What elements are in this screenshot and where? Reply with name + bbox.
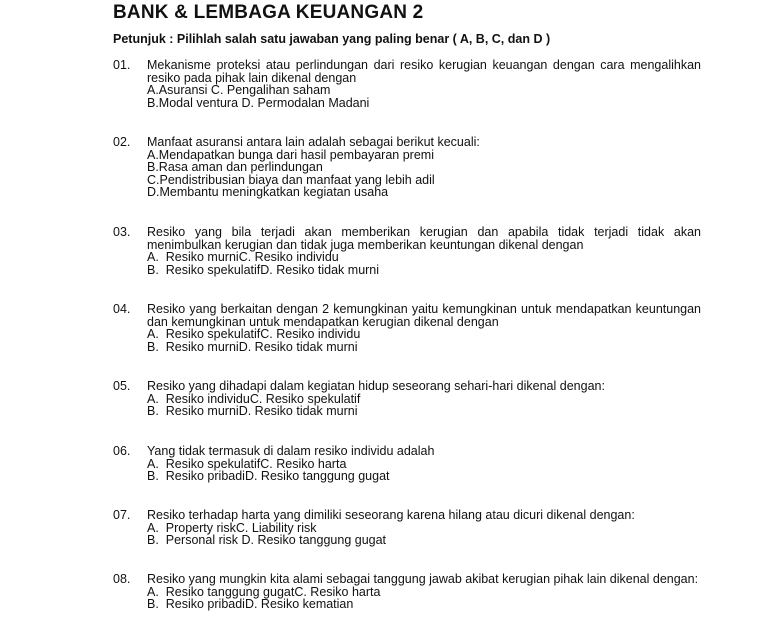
page-title: BANK & LEMBAGA KEUANGAN 2 <box>113 2 424 23</box>
question-06 <box>113 445 701 483</box>
option-line: A. Resiko tanggung gugatC. Resiko harta <box>147 584 381 599</box>
option-line: C.Pendistribusian biaya dan manfaat yang lebih adil <box>147 172 435 187</box>
instructions: Petunjuk : Pilihlah salah satu jawaban yang paling benar ( A, B, C, dan D ) <box>113 32 551 46</box>
question-stem: Yang tidak termasuk di dalam resiko individu adalah <box>147 444 435 458</box>
question-number: 05. <box>113 379 131 393</box>
question-07 <box>113 509 701 547</box>
option-line: A. Resiko individuC. Resiko spekulatif <box>147 391 361 406</box>
question-08 <box>113 573 701 611</box>
question-number: 08. <box>113 572 131 586</box>
question-04 <box>113 303 701 353</box>
question-stem: Resiko yang bila terjadi akan memberikan kerugian dan apabila tidak terjadi tidak akan menimbulkan kerugian dan tidak juga memberikan keuntungan dikenal dengan <box>147 225 701 252</box>
option-line: B. Personal risk D. Resiko tanggung gugat <box>147 533 387 548</box>
question-03 <box>113 226 701 276</box>
option-line: A.Asuransi C. Pengalihan saham <box>147 83 331 98</box>
question-stem: Manfaat asuransi antara lain adalah sebagai berikut kecuali: <box>147 135 480 149</box>
question-stem: Mekanisme proteksi atau perlindungan dari resiko kerugian keuangan dengan cara mengalihkan resiko pada pihak lain dikenal dengan <box>147 58 701 85</box>
option-line: A. Property riskC. Liability risk <box>147 520 317 535</box>
option-line: B. Resiko murniD. Resiko tidak murni <box>147 339 358 354</box>
option-line: B. Resiko murniD. Resiko tidak murni <box>147 404 358 419</box>
option-line: B.Modal ventura D. Permodalan Madani <box>147 95 370 110</box>
option-line: A. Resiko spekulatifC. Resiko harta <box>147 456 347 471</box>
option-line: B.Rasa aman dan perlindungan <box>147 160 323 175</box>
question-05 <box>113 380 701 418</box>
question-stem: Resiko yang mungkin kita alami sebagai tanggung jawab akibat kerugian pihak lain dikenal dengan: <box>147 572 699 586</box>
question-number: 03. <box>113 225 131 239</box>
option-line: B. Resiko pribadiD. Resiko kematian <box>147 597 354 612</box>
question-number: 07. <box>113 508 131 522</box>
question-02 <box>113 136 701 199</box>
question-number: 06. <box>113 444 131 458</box>
option-line: D.Membantu meningkatkan kegiatan usaha <box>147 185 389 200</box>
question-number: 04. <box>113 302 131 316</box>
question-number: 01. <box>113 58 131 72</box>
option-line: A.Mendapatkan bunga dari hasil pembayaran premi <box>147 147 434 162</box>
question-01 <box>113 59 701 109</box>
option-line: A. Resiko spekulatifC. Resiko individu <box>147 327 361 342</box>
question-stem: Resiko yang berkaitan dengan 2 kemungkinan yaitu kemungkinan untuk mendapatkan keuntungan dan kemungkinan untuk mendapatkan kerugian dikenal dengan <box>147 302 701 329</box>
question-number: 02. <box>113 135 131 149</box>
question-stem: Resiko yang dihadapi dalam kegiatan hidup seseorang sehari-hari dikenal dengan: <box>147 379 605 393</box>
option-line: A. Resiko murniC. Resiko individu <box>147 250 339 265</box>
option-line: B. Resiko spekulatifD. Resiko tidak murni <box>147 262 380 277</box>
option-line: B. Resiko pribadiD. Resiko tanggung gugat <box>147 469 390 484</box>
question-stem: Resiko terhadap harta yang dimiliki seseorang karena hilang atau dicuri dikenal dengan: <box>147 508 635 522</box>
